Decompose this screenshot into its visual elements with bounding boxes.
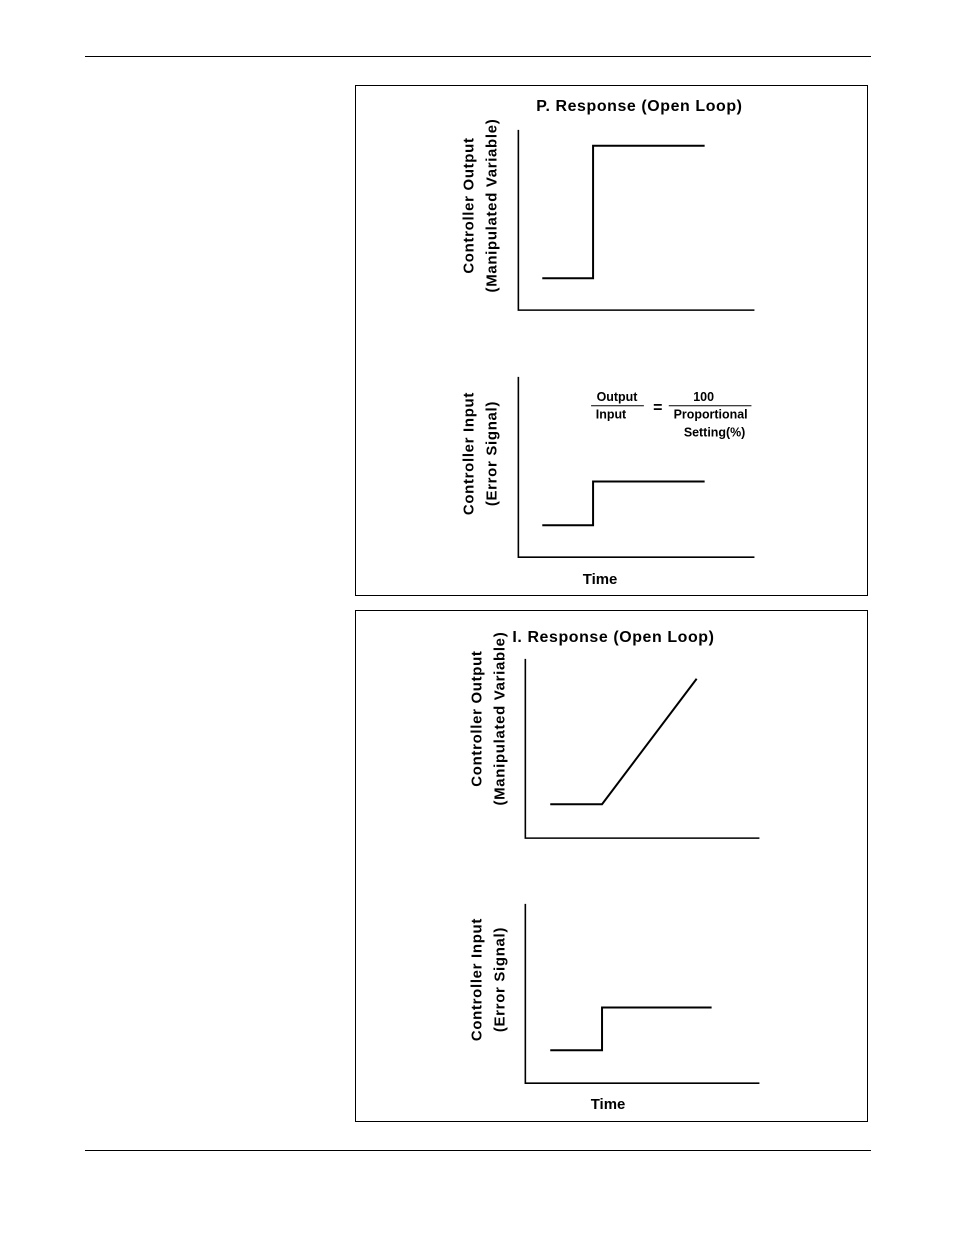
- p-input-step-curve: [542, 481, 704, 525]
- i-input-axes: [525, 904, 759, 1083]
- p-input-axes: [518, 377, 754, 557]
- i-output-axes: [525, 659, 759, 838]
- i-response-diagram: [356, 611, 867, 1121]
- p-output-axes: [518, 130, 754, 310]
- header-rule: [85, 56, 871, 57]
- i-response-title: I. Response (Open Loop): [512, 628, 715, 646]
- p-output-label-line1: Controller Output: [460, 137, 478, 274]
- p-input-label-line2: (Error Signal): [483, 400, 501, 507]
- p-response-figure: [355, 85, 868, 596]
- i-input-label-line2: (Error Signal): [491, 926, 509, 1033]
- i-time-label: Time: [590, 1096, 626, 1114]
- p-response-title: P. Response (Open Loop): [536, 97, 743, 115]
- equation-100-text: 100: [693, 389, 715, 404]
- equation-setting-text: Setting(%): [683, 425, 746, 440]
- p-output-axis-label: [461, 119, 501, 293]
- p-response-diagram: [356, 86, 867, 595]
- i-response-figure: [355, 610, 868, 1122]
- equation-input-text: Input: [595, 407, 627, 422]
- i-output-label-line2: (Manipulated Variable): [491, 631, 509, 806]
- i-output-ramp-curve: [550, 679, 696, 805]
- p-gain-equation: [591, 390, 751, 440]
- p-output-label-line2: (Manipulated Variable): [483, 118, 501, 293]
- p-output-step-curve: [542, 146, 704, 278]
- p-input-label-line1: Controller Input: [460, 391, 478, 516]
- p-input-axis-label: [461, 392, 501, 515]
- equation-proportional-text: Proportional: [673, 407, 748, 422]
- i-input-axis-label: [469, 918, 509, 1041]
- i-input-label-line1: Controller Input: [468, 917, 486, 1042]
- equation-equals-sign: =: [653, 399, 663, 417]
- p-time-label: Time: [582, 571, 618, 589]
- i-output-axis-label: [469, 632, 509, 806]
- i-input-step-curve: [550, 1007, 711, 1050]
- i-output-label-line1: Controller Output: [468, 650, 486, 787]
- equation-output-text: Output: [596, 389, 638, 404]
- footer-rule: [85, 1150, 871, 1151]
